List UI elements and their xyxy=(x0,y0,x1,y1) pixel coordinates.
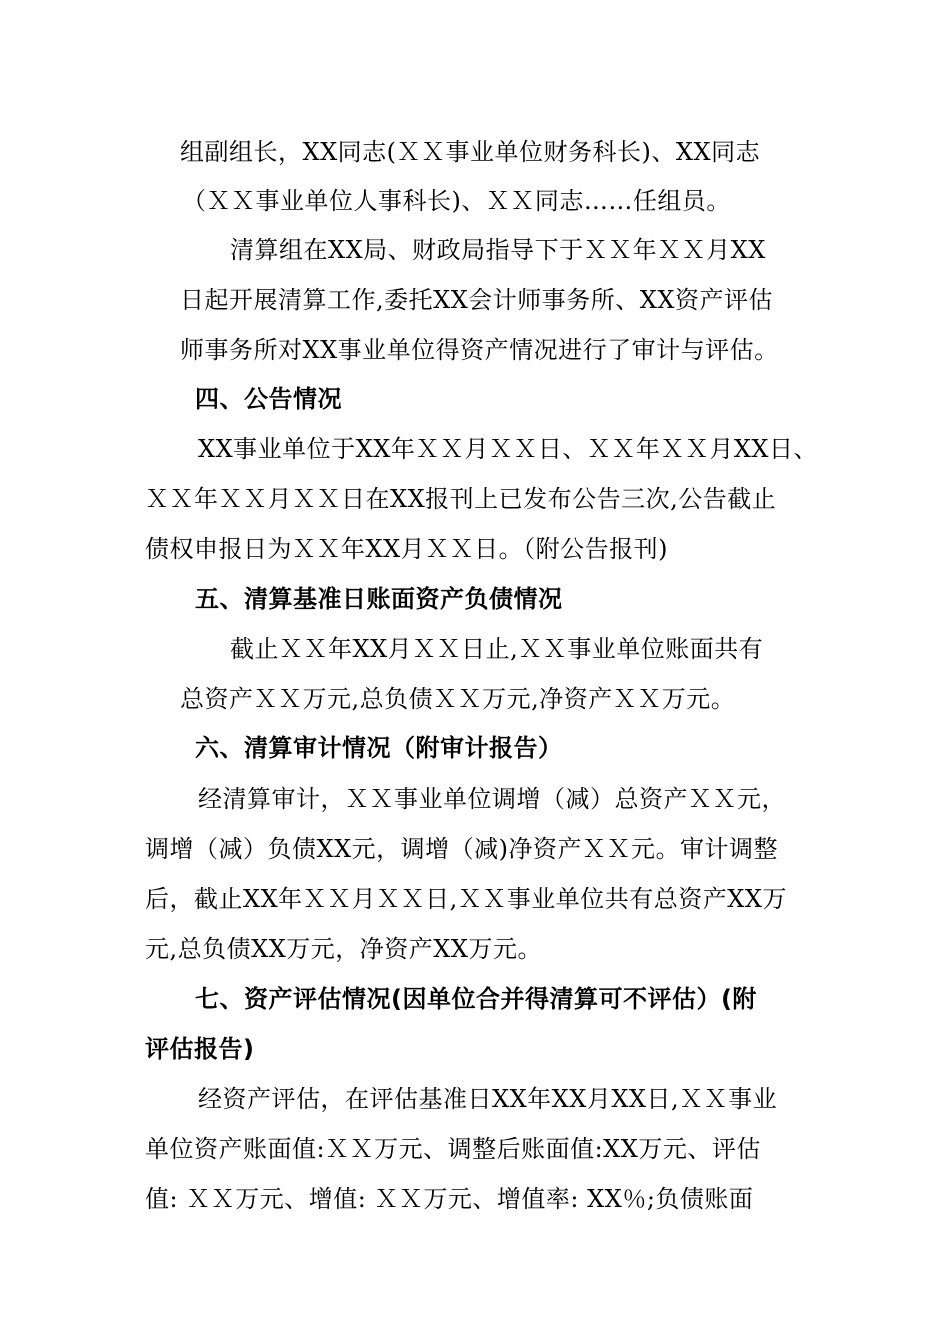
body-line: 日起开展清算工作,委托XX会计师事务所、XX资产评估 xyxy=(180,286,773,314)
body-line: XX事业单位于XX年ＸＸ月ＸＸ日、ＸＸ年ＸＸ月XX日、 xyxy=(198,435,819,463)
section-heading-6: 六、清算审计情况（附审计报告） xyxy=(195,734,563,762)
section-heading-4: 四、公告情况 xyxy=(195,385,342,413)
body-line: 师事务所对XX事业单位得资产情况进行了审计与评估。 xyxy=(180,336,779,364)
body-line: 调增（减）负债XX元，调增（减)净资产ＸＸ元。审计调整 xyxy=(145,835,779,863)
body-line: 组副组长，XX同志(ＸＸ事业单位财务科长)、XX同志 xyxy=(180,138,761,166)
body-line: 单位资产账面值:ＸＸ万元、调整后账面值:XX万元、评估 xyxy=(145,1135,761,1163)
body-line: 经资产评估，在评估基准日XX年XX月XX日,ＸＸ事业 xyxy=(198,1085,778,1113)
body-line: （ＸＸ事业单位人事科长)、ＸＸ同志……任组员。 xyxy=(182,187,731,215)
section-heading-5: 五、清算基准日账面资产负债情况 xyxy=(195,585,563,613)
body-line: ＸＸ年ＸＸ月ＸＸ日在XX报刊上已发布公告三次,公告截止 xyxy=(145,485,777,513)
body-line: 值: ＸＸ万元、增值: ＸＸ万元、增值率: XX％;负债账面 xyxy=(145,1185,754,1213)
body-line: 总资产ＸＸ万元,总负债ＸＸ万元,净资产ＸＸ万元。 xyxy=(180,685,736,713)
body-line: 经清算审计，ＸＸ事业单位调增（减）总资产ＸＸ元， xyxy=(198,785,786,813)
body-line: 截止ＸＸ年XX月ＸＸ日止,ＸＸ事业单位账面共有 xyxy=(230,635,764,663)
body-line: 清算组在XX局、财政局指导下于ＸＸ年ＸＸ月XX xyxy=(230,236,766,264)
section-heading-7: 七、资产评估情况(因单位合并得清算可不评估）(附 xyxy=(195,985,757,1013)
body-line: 元,总负债XX万元，净资产XX万元。 xyxy=(145,935,542,963)
section-heading-7-continued: 评估报告) xyxy=(145,1035,255,1063)
body-line: 债权申报日为ＸＸ年XX月ＸＸ日。（附公告报刊) xyxy=(145,535,669,563)
body-line: 后，截止XX年ＸＸ月ＸＸ日,ＸＸ事业单位共有总资产XX万 xyxy=(145,885,787,913)
